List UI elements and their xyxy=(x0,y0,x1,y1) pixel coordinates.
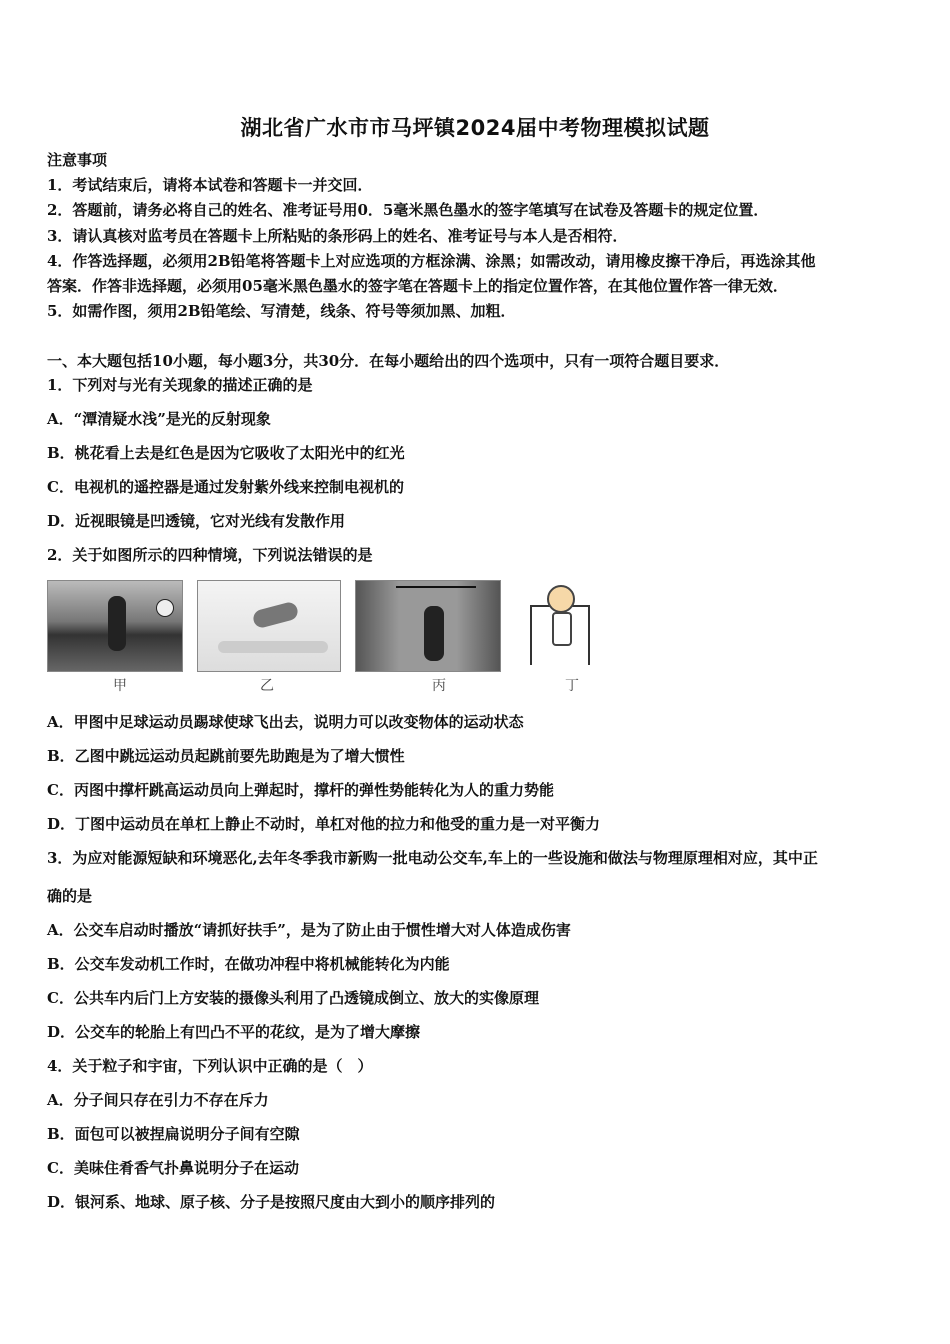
question-2-option-d: D．丁图中运动员在单杠上静止不动时，单杠对他的拉力和他受的重力是一对平衡力 xyxy=(47,815,601,833)
question-2-option-c: C．丙图中撑杆跳高运动员向上弹起时，撑杆的弹性势能转化为人的重力势能 xyxy=(47,781,554,799)
question-3-stem: 3．为应对能源短缺和环境恶化,去年冬季我市新购一批电动公交车,车上的一些设施和做法与物理原理相对应，其中正 xyxy=(47,849,818,867)
notice-item: 2．答题前，请务必将自己的姓名、准考证号用0．5毫米黑色墨水的签字笔填写在试卷及答题卡的规定位置． xyxy=(47,201,769,219)
figure-soccer-image xyxy=(47,580,183,672)
notice-item: 3．请认真核对监考员在答题卡上所粘贴的条形码上的姓名、准考证号与本人是否相符． xyxy=(47,227,628,245)
notice-item: 答案．作答非选择题，必须用05毫米黑色墨水的签字笔在答题卡上的指定位置作答，在其他位置作答一律无效． xyxy=(47,277,788,295)
question-1-stem: 1．下列对与光有关现象的描述正确的是 xyxy=(47,376,313,394)
question-3-stem-cont: 确的是 xyxy=(47,887,93,905)
question-4-option-b: B．面包可以被捏扁说明分子间有空隙 xyxy=(47,1125,300,1143)
figure-horizontal-bar-image xyxy=(525,580,595,670)
notice-item: 4．作答选择题，必须用2B铅笔将答题卡上对应选项的方框涂满、涂黑；如需改动，请用橡皮擦干净后，再选涂其他 xyxy=(47,252,816,270)
question-4-option-c: C．美味住肴香气扑鼻说明分子在运动 xyxy=(47,1159,299,1177)
question-1-option-b: B．桃花看上去是红色是因为它吸收了太阳光中的红光 xyxy=(47,444,405,462)
question-2-option-a: A．甲图中足球运动员踢球使球飞出去，说明力可以改变物体的运动状态 xyxy=(47,713,524,731)
question-4-option-d: D．银河系、地球、原子核、分子是按照尺度由大到小的顺序排列的 xyxy=(47,1193,496,1211)
figure-long-jump-image xyxy=(197,580,341,672)
notice-item: 5．如需作图，须用2B铅笔绘、写清楚，线条、符号等须加黑、加粗． xyxy=(47,302,516,320)
question-2-stem: 2．关于如图所示的四种情境，下列说法错误的是 xyxy=(47,546,373,564)
question-2-option-b: B．乙图中跳远运动员起跳前要先助跑是为了增大惯性 xyxy=(47,747,405,765)
question-4-stem: 4．关于粒子和宇宙，下列认识中正确的是（ ） xyxy=(47,1057,373,1075)
section-heading: 一、本大题包括10小题，每小题3分，共30分．在每小题给出的四个选项中，只有一项符合题目要求． xyxy=(47,352,730,370)
question-3-option-d: D．公交车的轮胎上有凹凸不平的花纹，是为了增大摩擦 xyxy=(47,1023,421,1041)
figure-caption: 甲 xyxy=(113,678,127,694)
notice-item: 1．考试结束后，请将本试卷和答题卡一并交回． xyxy=(47,176,373,194)
page-title: 湖北省广水市市马坪镇2024届中考物理模拟试题 xyxy=(240,116,710,140)
question-1-option-d: D．近视眼镜是凹透镜，它对光线有发散作用 xyxy=(47,512,346,530)
question-3-option-b: B．公交车发动机工作时，在做功冲程中将机械能转化为内能 xyxy=(47,955,450,973)
figure-caption: 丙 xyxy=(432,678,446,694)
figure-caption: 丁 xyxy=(565,678,579,694)
notice-heading: 注意事项 xyxy=(47,151,108,169)
question-4-option-a: A．分子间只存在引力不存在斥力 xyxy=(47,1091,269,1109)
question-1-option-a: A．“潭清疑水浅”是光的反射现象 xyxy=(47,410,271,428)
question-3-option-c: C．公共车内后门上方安装的摄像头利用了凸透镜成倒立、放大的实像原理 xyxy=(47,989,539,1007)
figure-caption: 乙 xyxy=(260,678,274,694)
figure-pole-vault-image xyxy=(355,580,501,672)
question-3-option-a: A．公交车启动时播放“请抓好扶手”，是为了防止由于惯性增大对人体造成伤害 xyxy=(47,921,571,939)
question-1-option-c: C．电视机的遥控器是通过发射紫外线来控制电视机的 xyxy=(47,478,404,496)
